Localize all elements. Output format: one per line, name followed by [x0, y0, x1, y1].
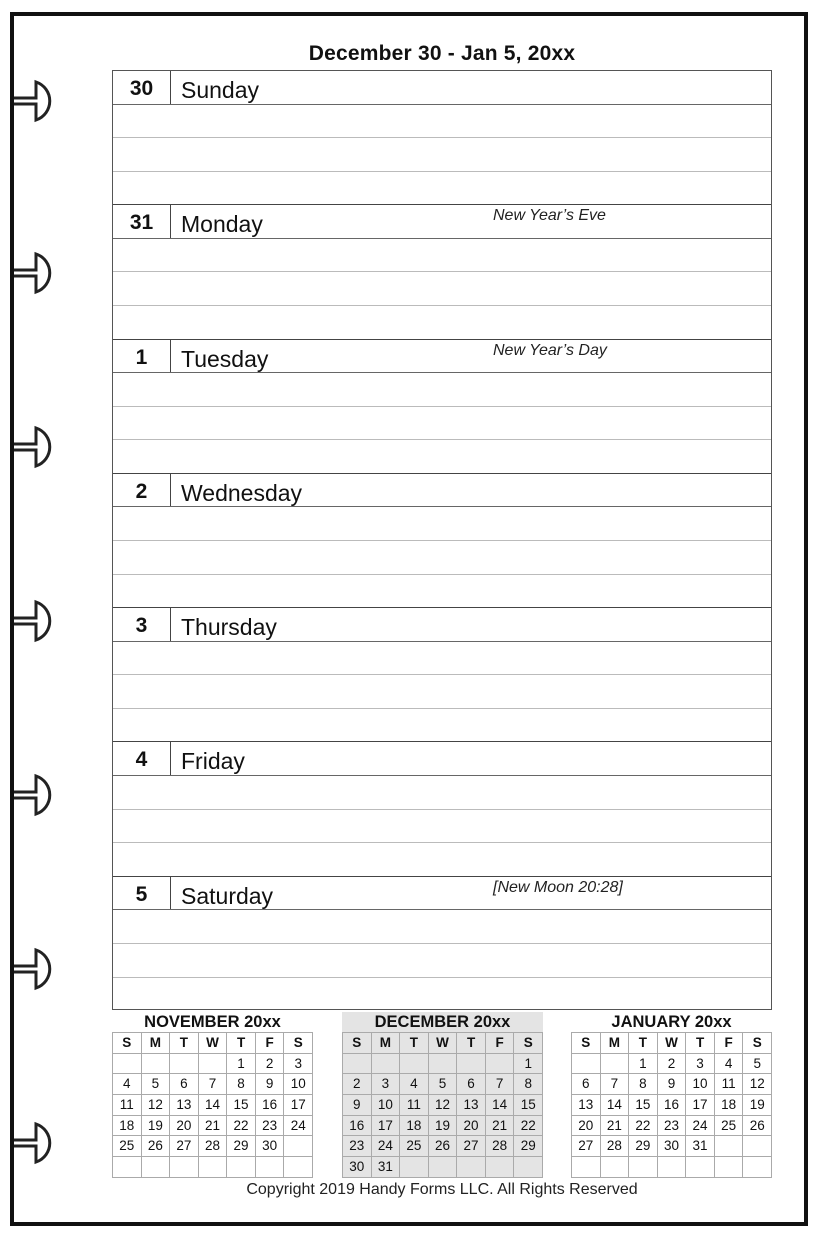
calendar-date-cell	[199, 1054, 228, 1075]
calendar-date-cell: 23	[658, 1116, 687, 1137]
writing-line[interactable]	[113, 541, 771, 575]
calendar-date-cell: 18	[400, 1116, 429, 1137]
calendar-date-cell: 9	[658, 1074, 687, 1095]
calendar-date-cell	[429, 1157, 458, 1178]
calendar-date-cell: 21	[199, 1116, 228, 1137]
calendar-date-cell: 11	[113, 1095, 142, 1116]
calendar-date-cell	[601, 1157, 630, 1178]
calendar-date-cell: 2	[256, 1054, 285, 1075]
day-header	[113, 71, 771, 105]
day-section-thursday	[113, 608, 771, 742]
calendar-date-cell: 5	[429, 1074, 458, 1095]
calendar-date-cell: 11	[715, 1074, 744, 1095]
ring-hole-icon	[14, 1124, 50, 1162]
page-title: December 30 - Jan 5, 20xx	[308, 42, 576, 65]
writing-line[interactable]	[113, 105, 771, 139]
day-section-tuesday	[113, 340, 771, 474]
calendar-date-cell: 19	[743, 1095, 772, 1116]
day-number: 1	[113, 340, 171, 373]
calendar-date-cell	[743, 1136, 772, 1157]
weekday-header: W	[429, 1033, 458, 1054]
calendar-date-cell: 21	[601, 1116, 630, 1137]
calendar-date-cell: 22	[514, 1116, 543, 1137]
mini-calendar-november	[112, 1012, 313, 1178]
calendar-date-cell	[227, 1157, 256, 1178]
calendar-date-cell	[113, 1054, 142, 1075]
day-note: New Year’s Day	[493, 341, 607, 359]
weekday-header: T	[400, 1033, 429, 1054]
calendar-date-cell	[170, 1054, 199, 1075]
weekday-header: T	[686, 1033, 715, 1054]
calendar-date-cell	[629, 1157, 658, 1178]
day-name: Wednesday	[181, 479, 303, 506]
mini-calendar-grid	[571, 1032, 772, 1178]
calendar-date-cell	[601, 1054, 630, 1075]
day-header	[113, 205, 771, 239]
calendar-date-cell: 3	[686, 1054, 715, 1075]
calendar-date-cell	[170, 1157, 199, 1178]
writing-line[interactable]	[113, 272, 771, 306]
calendar-date-cell	[457, 1157, 486, 1178]
calendar-date-cell: 8	[514, 1074, 543, 1095]
writing-line[interactable]	[113, 172, 771, 206]
calendar-date-cell: 18	[715, 1095, 744, 1116]
calendar-date-cell: 29	[227, 1136, 256, 1157]
weekday-header: S	[743, 1033, 772, 1054]
day-header	[113, 340, 771, 374]
calendar-date-cell: 4	[113, 1074, 142, 1095]
calendar-date-cell	[284, 1157, 313, 1178]
mini-calendar-title: JANUARY 20xx	[611, 1013, 732, 1031]
calendar-date-cell: 5	[743, 1054, 772, 1075]
day-header	[113, 474, 771, 508]
weekday-header: T	[629, 1033, 658, 1054]
calendar-date-cell: 10	[284, 1074, 313, 1095]
calendar-date-cell: 17	[686, 1095, 715, 1116]
calendar-date-cell: 5	[142, 1074, 171, 1095]
day-header	[113, 742, 771, 776]
calendar-date-cell: 8	[629, 1074, 658, 1095]
day-number: 2	[113, 474, 171, 507]
calendar-date-cell: 23	[256, 1116, 285, 1137]
calendar-date-cell: 28	[199, 1136, 228, 1157]
weekday-header: M	[372, 1033, 401, 1054]
writing-line[interactable]	[113, 306, 771, 340]
calendar-date-cell	[429, 1054, 458, 1075]
day-name: Friday	[181, 748, 245, 775]
calendar-date-cell: 12	[142, 1095, 171, 1116]
calendar-date-cell: 11	[400, 1095, 429, 1116]
calendar-date-cell	[572, 1157, 601, 1178]
calendar-date-cell: 6	[457, 1074, 486, 1095]
weekday-header: M	[601, 1033, 630, 1054]
calendar-date-cell	[142, 1054, 171, 1075]
calendar-date-cell: 8	[227, 1074, 256, 1095]
writing-line[interactable]	[113, 507, 771, 541]
calendar-date-cell	[284, 1136, 313, 1157]
calendar-date-cell	[743, 1157, 772, 1178]
calendar-date-cell: 15	[227, 1095, 256, 1116]
calendar-date-cell	[715, 1157, 744, 1178]
calendar-date-cell: 30	[343, 1157, 372, 1178]
calendar-date-cell: 26	[429, 1136, 458, 1157]
weekday-header: F	[256, 1033, 285, 1054]
calendar-date-cell: 24	[284, 1116, 313, 1137]
calendar-date-cell: 13	[170, 1095, 199, 1116]
ring-hole-icon	[14, 602, 50, 640]
mini-calendar-title: NOVEMBER 20xx	[144, 1013, 281, 1031]
day-number: 31	[113, 205, 171, 238]
calendar-date-cell: 2	[658, 1054, 687, 1075]
weekday-header: T	[457, 1033, 486, 1054]
calendar-date-cell	[572, 1054, 601, 1075]
weekday-header: S	[113, 1033, 142, 1054]
calendar-date-cell: 31	[372, 1157, 401, 1178]
ring-hole-icon	[14, 428, 50, 466]
calendar-date-cell	[486, 1054, 515, 1075]
calendar-date-cell: 15	[514, 1095, 543, 1116]
calendar-date-cell: 14	[601, 1095, 630, 1116]
calendar-date-cell: 6	[170, 1074, 199, 1095]
weekday-header: W	[199, 1033, 228, 1054]
calendar-date-cell: 26	[743, 1116, 772, 1137]
calendar-date-cell	[372, 1054, 401, 1075]
day-note: [New Moon 20:28]	[493, 878, 623, 896]
calendar-date-cell	[113, 1157, 142, 1178]
writing-line[interactable]	[113, 138, 771, 172]
calendar-date-cell: 28	[486, 1136, 515, 1157]
calendar-date-cell: 28	[601, 1136, 630, 1157]
day-name: Tuesday	[181, 345, 269, 372]
calendar-date-cell: 13	[572, 1095, 601, 1116]
calendar-date-cell: 4	[715, 1054, 744, 1075]
day-note: New Year’s Eve	[493, 207, 606, 225]
writing-line[interactable]	[113, 642, 771, 676]
calendar-date-cell: 15	[629, 1095, 658, 1116]
day-number: 30	[113, 71, 171, 104]
calendar-date-cell: 12	[743, 1074, 772, 1095]
calendar-date-cell: 16	[343, 1116, 372, 1137]
calendar-date-cell: 20	[457, 1116, 486, 1137]
calendar-date-cell	[400, 1054, 429, 1075]
calendar-date-cell: 1	[629, 1054, 658, 1075]
day-section-sunday	[113, 71, 771, 205]
writing-line[interactable]	[113, 709, 771, 743]
calendar-date-cell: 27	[572, 1136, 601, 1157]
calendar-date-cell: 31	[686, 1136, 715, 1157]
calendar-date-cell: 20	[572, 1116, 601, 1137]
writing-line[interactable]	[113, 776, 771, 810]
writing-line[interactable]	[113, 944, 771, 978]
weekday-header: T	[170, 1033, 199, 1054]
mini-calendar-title: DECEMBER 20xx	[342, 1012, 543, 1032]
calendar-date-cell	[199, 1157, 228, 1178]
writing-line[interactable]	[113, 675, 771, 709]
calendar-date-cell	[457, 1054, 486, 1075]
weekday-header: S	[284, 1033, 313, 1054]
calendar-date-cell: 22	[227, 1116, 256, 1137]
weekday-header: F	[715, 1033, 744, 1054]
writing-line[interactable]	[113, 978, 771, 1012]
calendar-date-cell	[142, 1157, 171, 1178]
calendar-date-cell: 3	[284, 1054, 313, 1075]
calendar-date-cell: 29	[514, 1136, 543, 1157]
calendar-date-cell: 27	[457, 1136, 486, 1157]
calendar-date-cell: 10	[686, 1074, 715, 1095]
calendar-date-cell: 17	[284, 1095, 313, 1116]
calendar-date-cell: 26	[142, 1136, 171, 1157]
calendar-date-cell: 1	[227, 1054, 256, 1075]
calendar-date-cell: 21	[486, 1116, 515, 1137]
day-number: 5	[113, 877, 171, 910]
calendar-date-cell	[514, 1157, 543, 1178]
weekday-header: F	[486, 1033, 515, 1054]
calendar-date-cell: 2	[343, 1074, 372, 1095]
calendar-date-cell: 25	[715, 1116, 744, 1137]
day-number: 4	[113, 742, 171, 775]
calendar-date-cell	[715, 1136, 744, 1157]
writing-line[interactable]	[113, 910, 771, 944]
mini-calendar-december	[342, 1012, 543, 1178]
calendar-date-cell: 16	[256, 1095, 285, 1116]
calendar-date-cell: 20	[170, 1116, 199, 1137]
calendar-date-cell: 23	[343, 1136, 372, 1157]
binder-ring-holes	[0, 0, 80, 1242]
calendar-date-cell: 13	[457, 1095, 486, 1116]
calendar-date-cell: 7	[601, 1074, 630, 1095]
weekday-header: S	[514, 1033, 543, 1054]
calendar-date-cell	[400, 1157, 429, 1178]
day-name: Saturday	[181, 882, 274, 909]
calendar-date-cell: 27	[170, 1136, 199, 1157]
calendar-date-cell: 19	[142, 1116, 171, 1137]
day-section-wednesday	[113, 474, 771, 608]
calendar-date-cell: 30	[256, 1136, 285, 1157]
weekday-header: S	[572, 1033, 601, 1054]
day-section-monday	[113, 205, 771, 339]
weekday-header: T	[227, 1033, 256, 1054]
writing-line[interactable]	[113, 407, 771, 441]
ring-hole-icon	[14, 950, 50, 988]
writing-line[interactable]	[113, 440, 771, 474]
mini-calendar-grid	[342, 1032, 543, 1178]
calendar-date-cell: 24	[686, 1116, 715, 1137]
calendar-date-cell: 22	[629, 1116, 658, 1137]
day-planner	[112, 70, 772, 1010]
calendar-date-cell: 1	[514, 1054, 543, 1075]
calendar-date-cell: 6	[572, 1074, 601, 1095]
ring-hole-icon	[14, 82, 50, 120]
calendar-date-cell: 19	[429, 1116, 458, 1137]
calendar-date-cell: 25	[113, 1136, 142, 1157]
calendar-date-cell: 16	[658, 1095, 687, 1116]
calendar-date-cell	[256, 1157, 285, 1178]
ring-hole-icon	[14, 254, 50, 292]
calendar-date-cell: 14	[486, 1095, 515, 1116]
day-header	[113, 877, 771, 911]
ring-hole-icon	[14, 776, 50, 814]
writing-line[interactable]	[113, 843, 771, 877]
calendar-date-cell: 9	[343, 1095, 372, 1116]
calendar-date-cell	[686, 1157, 715, 1178]
calendar-date-cell: 7	[486, 1074, 515, 1095]
weekday-header: M	[142, 1033, 171, 1054]
calendar-date-cell: 7	[199, 1074, 228, 1095]
calendar-date-cell: 9	[256, 1074, 285, 1095]
calendar-date-cell: 4	[400, 1074, 429, 1095]
day-section-saturday	[113, 877, 771, 1011]
day-section-friday	[113, 742, 771, 876]
writing-line[interactable]	[113, 810, 771, 844]
calendar-date-cell	[343, 1054, 372, 1075]
calendar-date-cell	[658, 1157, 687, 1178]
mini-calendar-grid	[112, 1032, 313, 1178]
calendar-date-cell: 3	[372, 1074, 401, 1095]
writing-line[interactable]	[113, 575, 771, 609]
day-name: Thursday	[181, 614, 277, 641]
weekday-header: W	[658, 1033, 687, 1054]
calendar-date-cell: 18	[113, 1116, 142, 1137]
calendar-date-cell: 17	[372, 1116, 401, 1137]
calendar-date-cell: 14	[199, 1095, 228, 1116]
day-number: 3	[113, 608, 171, 641]
calendar-date-cell: 12	[429, 1095, 458, 1116]
calendar-date-cell: 10	[372, 1095, 401, 1116]
calendar-date-cell	[486, 1157, 515, 1178]
calendar-date-cell: 30	[658, 1136, 687, 1157]
day-name: Monday	[181, 211, 263, 238]
day-header	[113, 608, 771, 642]
calendar-date-cell: 29	[629, 1136, 658, 1157]
copyright-footer: Copyright 2019 Handy Forms LLC. All Rights Reserved	[246, 1181, 638, 1198]
weekday-header: S	[343, 1033, 372, 1054]
writing-line[interactable]	[113, 373, 771, 407]
day-name: Sunday	[181, 77, 260, 103]
writing-line[interactable]	[113, 239, 771, 273]
calendar-date-cell: 25	[400, 1136, 429, 1157]
calendar-date-cell: 24	[372, 1136, 401, 1157]
mini-calendar-january	[571, 1012, 772, 1178]
